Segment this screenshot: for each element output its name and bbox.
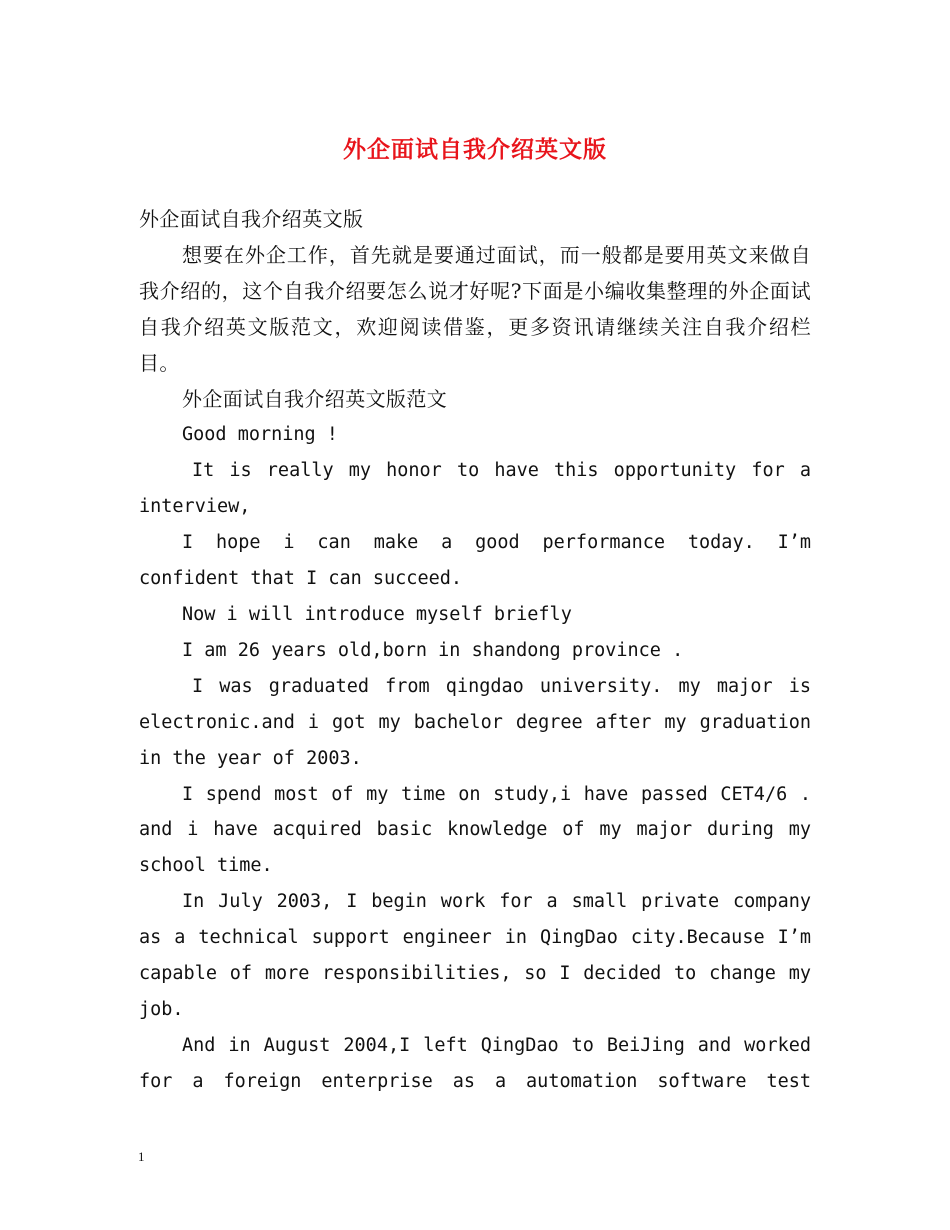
paragraph-hope: I hope i can make a good performance today. I’m confident that I can succeed. xyxy=(139,532,811,590)
paragraph-study: I spend most of my time on study,i have passed CET4/6 . and i have acquired basic knowledge of my major during my school time. xyxy=(139,783,811,877)
page-number: 1 xyxy=(138,1149,145,1164)
paragraph-first-job: In July 2003, I begin work for a small private company as a technical support engineer in QingDao city.Because I’m capable of more responsibilities, so I decided to change my job. xyxy=(139,891,811,1020)
paragraph-greeting: Good morning ! xyxy=(182,424,338,446)
paragraph-second-job: And in August 2004,I left QingDao to BeiJing and worked for a foreign enterprise as a automation software test xyxy=(139,1034,811,1092)
paragraph-introduce: Now i will introduce myself briefly xyxy=(182,603,572,625)
paragraph-age: I am 26 years old,born in shandong province . xyxy=(182,639,684,661)
document-title: 外企面试自我介绍英文版 xyxy=(343,136,607,163)
section-heading: 外企面试自我介绍英文版范文 xyxy=(182,386,448,411)
paragraph-education: I was graduated from qingdao university. my major is electronic.and i got my bachelor degree after my graduation in the year of 2003. xyxy=(139,675,811,769)
intro-paragraph: 想要在外企工作，首先就是要通过面试，而一般都是要用英文来做自我介绍的，这个自我介绍要怎么说才好呢?下面是小编收集整理的外企面试自我介绍英文版范文，欢迎阅读借鉴，更多资讯请继续关注自我介绍栏目。 xyxy=(139,242,811,375)
document-heading: 外企面试自我介绍英文版 xyxy=(139,207,364,231)
document-body xyxy=(139,202,811,1100)
paragraph-honor: It is really my honor to have this opportunity for a interview, xyxy=(139,460,811,518)
